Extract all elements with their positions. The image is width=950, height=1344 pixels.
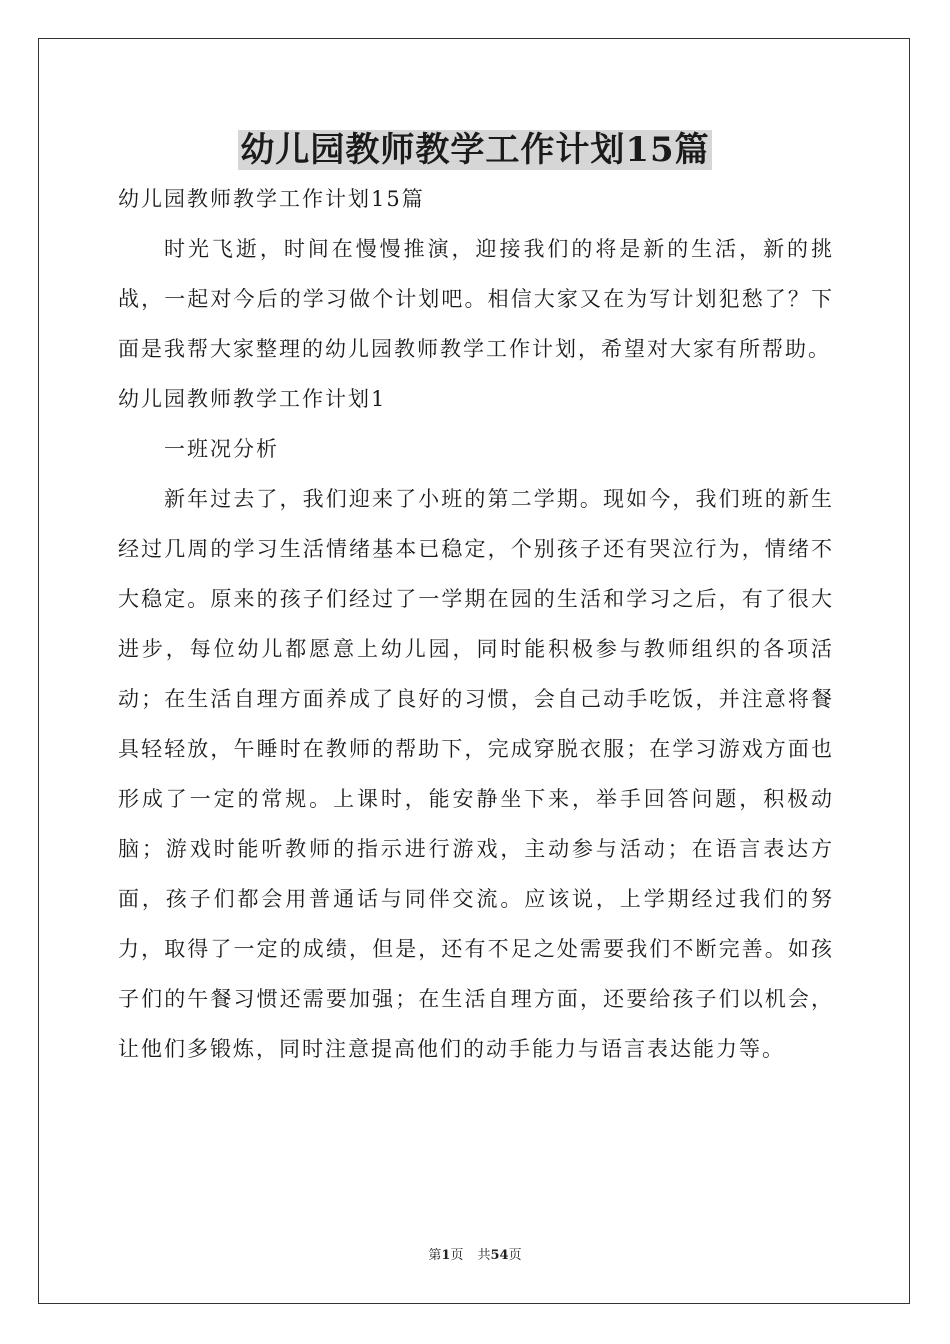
- paragraph: 新年过去了，我们迎来了小班的第二学期。现如今，我们班的新生经过几周的学习生活情绪基本已稳定，个别孩子还有哭泣行为，情绪不大稳定。原来的孩子们经过了一学期在园的生活和学习之后，有了很大进步，每位幼儿都愿意上幼儿园，同时能积极参与教师组织的各项活动；在生活自理方面养成了良好的习惯，会自己动手吃饭，并注意将餐具轻轻放，午睡时在教师的帮助下，完成穿脱衣服；在学习游戏方面也形成了一定的常规。上课时，能安静坐下来，举手回答问题，积极动脑；游戏时能听教师的指示进行游戏，主动参与活动；在语言表达方面，孩子们都会用普通话与同伴交流。应该说，上学期经过我们的努力，取得了一定的成绩，但是，还有不足之处需要我们不断完善。如孩子们的午餐习惯还需要加强；在生活自理方面，还要给孩子们以机会，让他们多锻炼，同时注意提高他们的动手能力与语言表达能力等。: [118, 487, 834, 1061]
- page-prefix: 第: [428, 1248, 442, 1263]
- paragraph: 幼儿园教师教学工作计划15篇: [118, 187, 425, 211]
- page-footer: [0, 1246, 950, 1266]
- current-page-number: 1: [441, 1248, 451, 1263]
- paragraph: 时光飞逝，时间在慢慢推演，迎接我们的将是新的生活，新的挑战，一起对今后的学习做个计划吧。相信大家又在为写计划犯愁了？下面是我帮大家整理的幼儿园教师教学工作计划，希望对大家有所帮助。: [118, 237, 834, 361]
- total-prefix: 共: [477, 1248, 491, 1263]
- document-title: [0, 124, 950, 176]
- total-suffix: 页: [508, 1248, 522, 1263]
- total-page-count: 54: [490, 1248, 509, 1263]
- document-body: [118, 174, 834, 1074]
- section-heading: 幼儿园教师教学工作计划1: [118, 387, 387, 411]
- document-title-text: 幼儿园教师教学工作计划15篇: [240, 130, 710, 170]
- subsection-heading: 一班况分析: [164, 437, 279, 461]
- page-suffix: 页: [450, 1248, 464, 1263]
